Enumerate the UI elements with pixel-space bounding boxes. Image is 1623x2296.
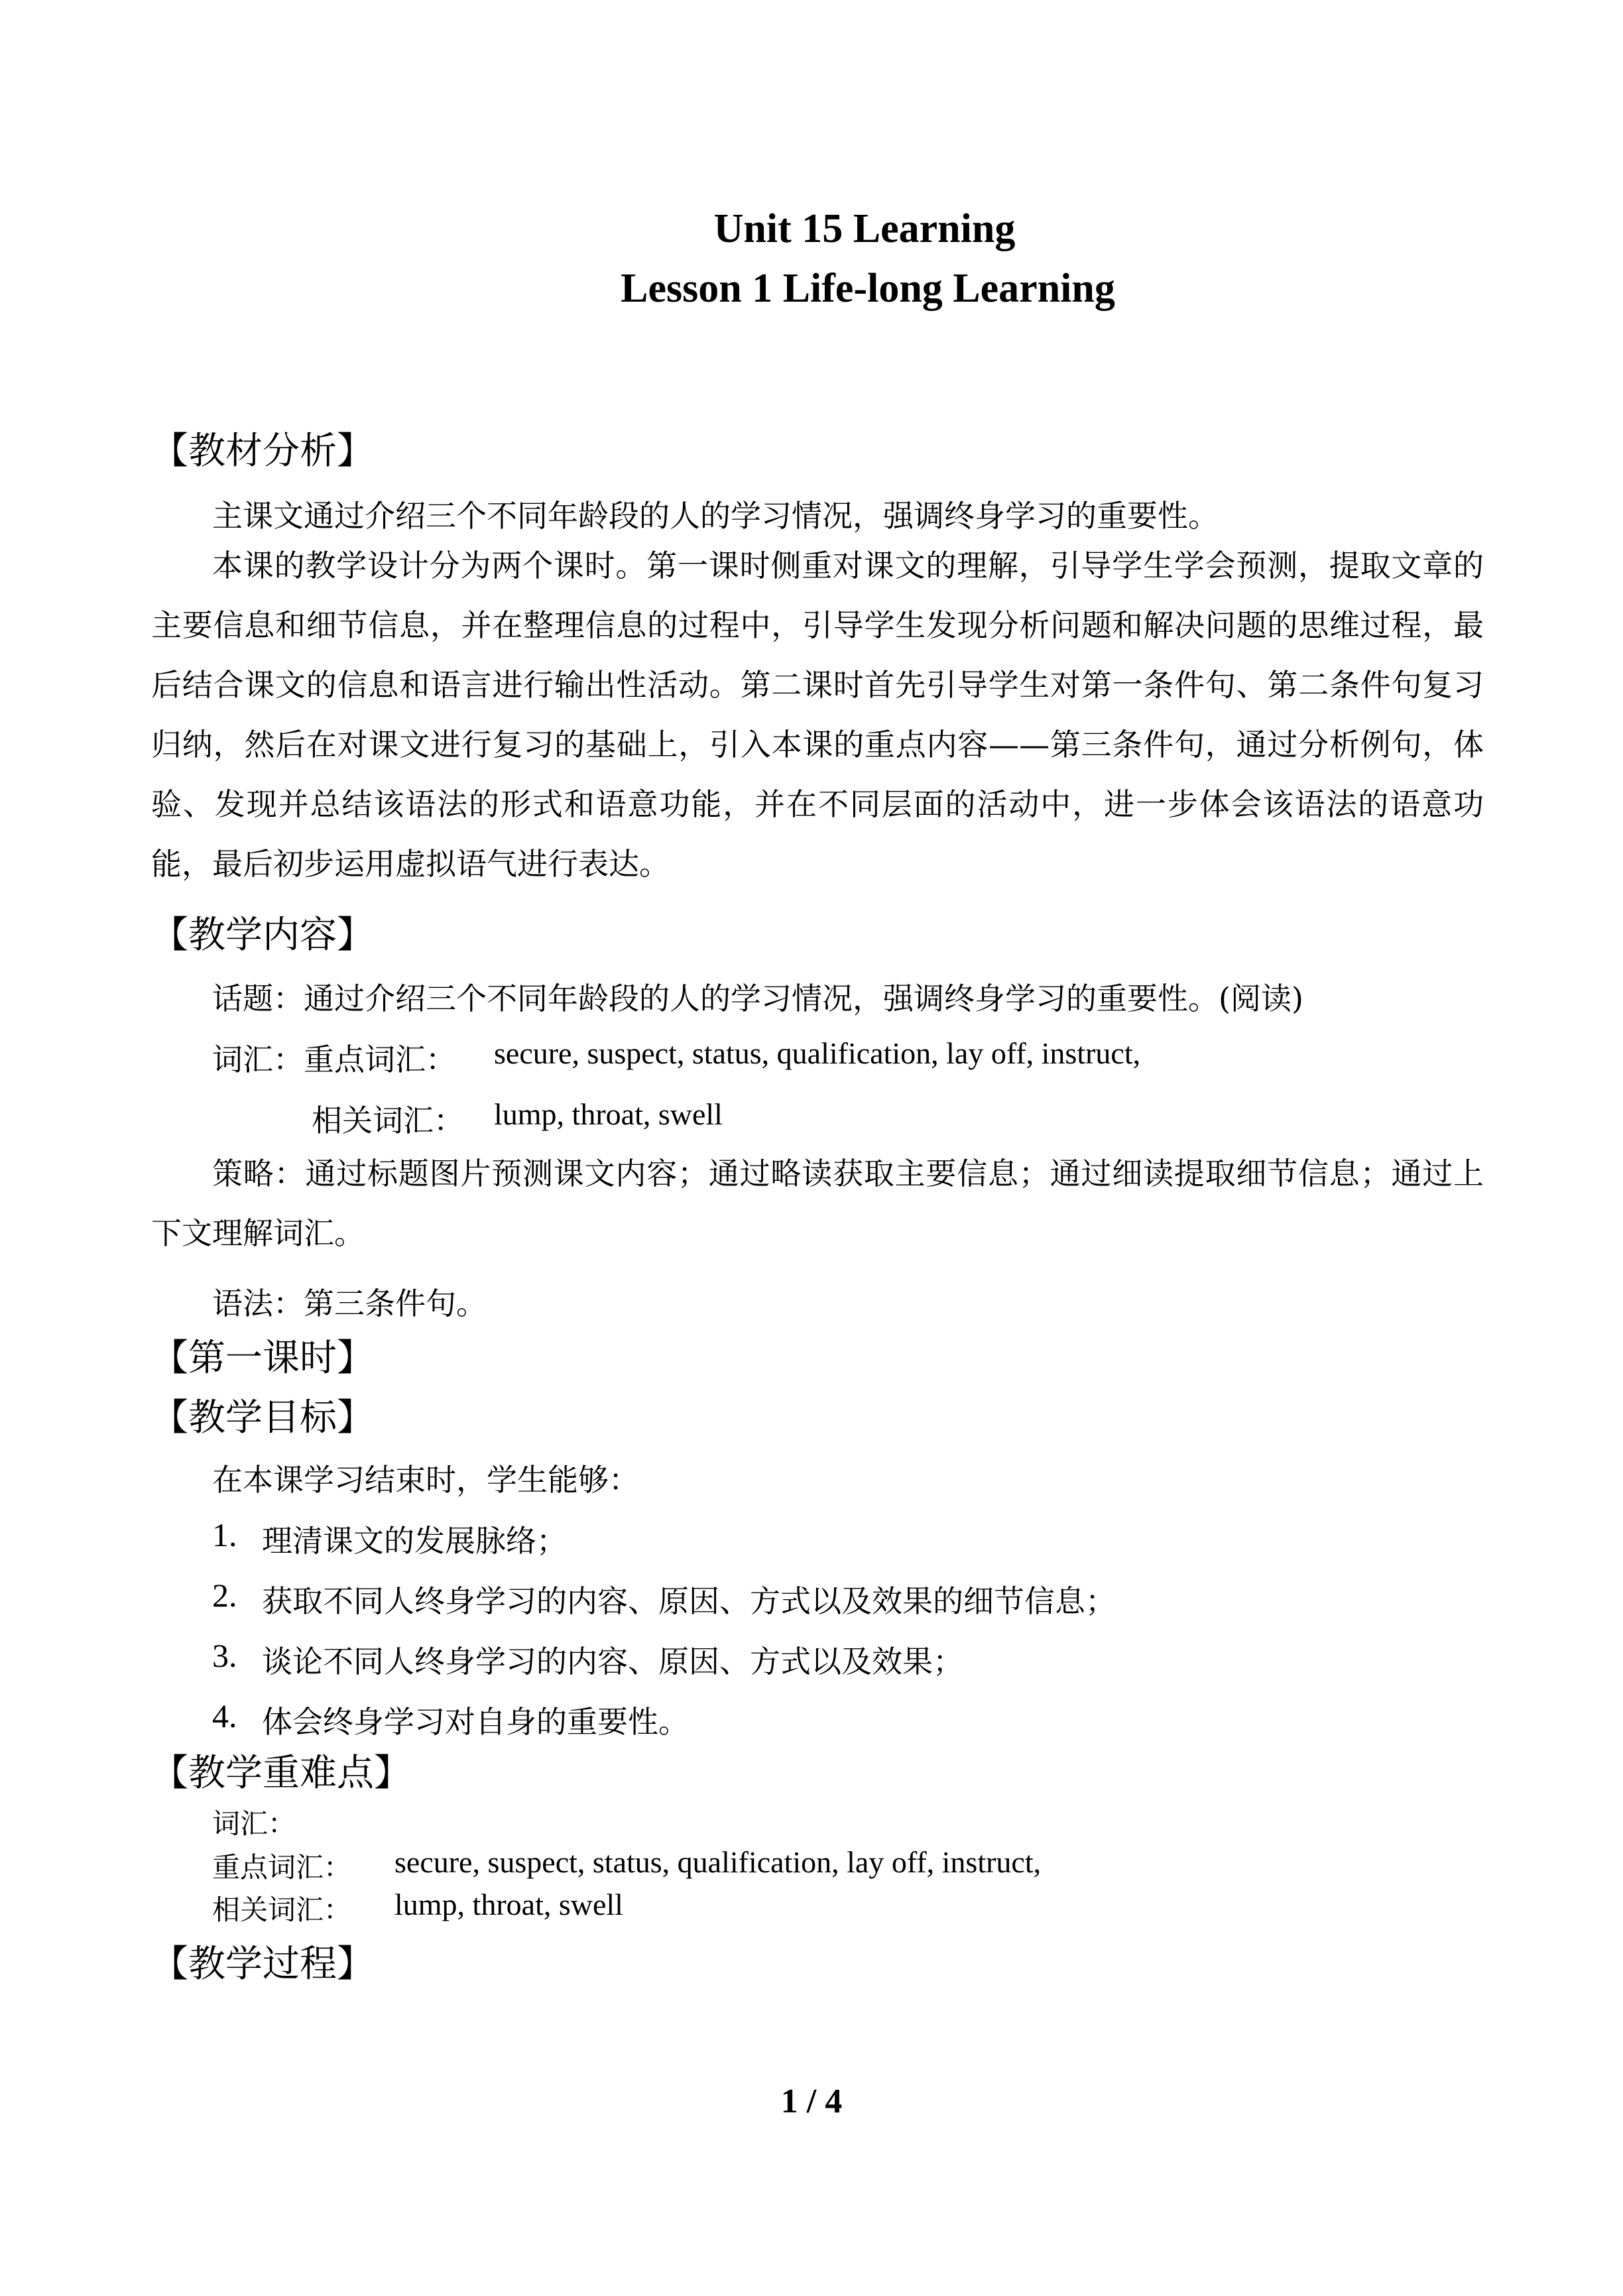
key-points-key-label: 重点词汇： xyxy=(212,1851,352,1884)
page-number: 1 / 4 xyxy=(780,2083,843,2120)
heading-key-points: 【教学重难点】 xyxy=(151,1752,411,1795)
objective-1-number: 1. xyxy=(212,1516,237,1553)
heading-process: 【教学过程】 xyxy=(151,1943,374,1986)
content-vocab-label: 词汇：重点词汇： xyxy=(212,1042,456,1077)
objective-3-text: 谈论不同人终身学习的内容、原因、方式以及效果； xyxy=(262,1644,963,1679)
key-points-vocab-label: 词汇： xyxy=(212,1807,296,1840)
objective-4-number: 4. xyxy=(212,1697,237,1734)
key-points-key-words: secure, suspect, status, qualification, lay off, instruct, xyxy=(394,1845,1042,1879)
heading-period-1: 【第一课时】 xyxy=(151,1337,374,1380)
unit-title: Unit 15 Learning xyxy=(713,206,1016,251)
content-topic: 话题：通过介绍三个不同年龄段的人的学习情况，强调终身学习的重要性。(阅读) xyxy=(212,981,1303,1016)
objective-2-text: 获取不同人终身学习的内容、原因、方式以及效果的细节信息； xyxy=(262,1583,1116,1619)
objective-3-number: 3. xyxy=(212,1637,237,1674)
objective-2-number: 2. xyxy=(212,1577,237,1614)
heading-analysis: 【教材分析】 xyxy=(151,430,374,473)
objectives-intro: 在本课学习结束时，学生能够： xyxy=(212,1462,639,1498)
lesson-title: Lesson 1 Life-long Learning xyxy=(621,266,1115,311)
objective-4-text: 体会终身学习对自身的重要性。 xyxy=(262,1704,689,1740)
content-grammar: 语法：第三条件句。 xyxy=(212,1286,487,1321)
objective-1-text: 理清课文的发展脉络； xyxy=(262,1523,567,1559)
analysis-paragraph-2: 本课的教学设计分为两个课时。第一课时侧重对课文的理解，引导学生学会预测，提取文章的主要信息和细节信息，并在整理信息的过程中，引导学生发现分析问题和解决问题的思维过程，最后结合课文的信息和语言进行输出性活动。第二课时首先引导学生对第一条件句、第二条件句复习归纳，然后在对课文进行复习的基础上，引入本课的重点内容——第三条件句，通过分析例句，体验、发现并总结该语法的形式和语意功能，并在不同层面的活动中，进一步体会该语法的语意功能，最后初步运用虚拟语气进行表达。 xyxy=(151,548,1484,882)
content-vocab-related-label: 相关词汇： xyxy=(312,1103,464,1138)
heading-objectives: 【教学目标】 xyxy=(151,1396,374,1439)
content-strategy: 策略：通过标题图片预测课文内容；通过略读获取主要信息；通过细读提取细节信息；通过上下文理解词汇。 xyxy=(151,1156,1484,1251)
analysis-paragraph-1: 主课文通过介绍三个不同年龄段的人的学习情况，强调终身学习的重要性。 xyxy=(212,498,1219,534)
key-points-related-words: lump, throat, swell xyxy=(394,1888,623,1921)
key-points-related-label: 相关词汇： xyxy=(212,1894,352,1926)
content-vocab-related: lump, throat, swell xyxy=(494,1097,723,1131)
content-vocab-key: secure, suspect, status, qualification, lay off, instruct, xyxy=(494,1036,1141,1070)
heading-content: 【教学内容】 xyxy=(151,914,374,957)
